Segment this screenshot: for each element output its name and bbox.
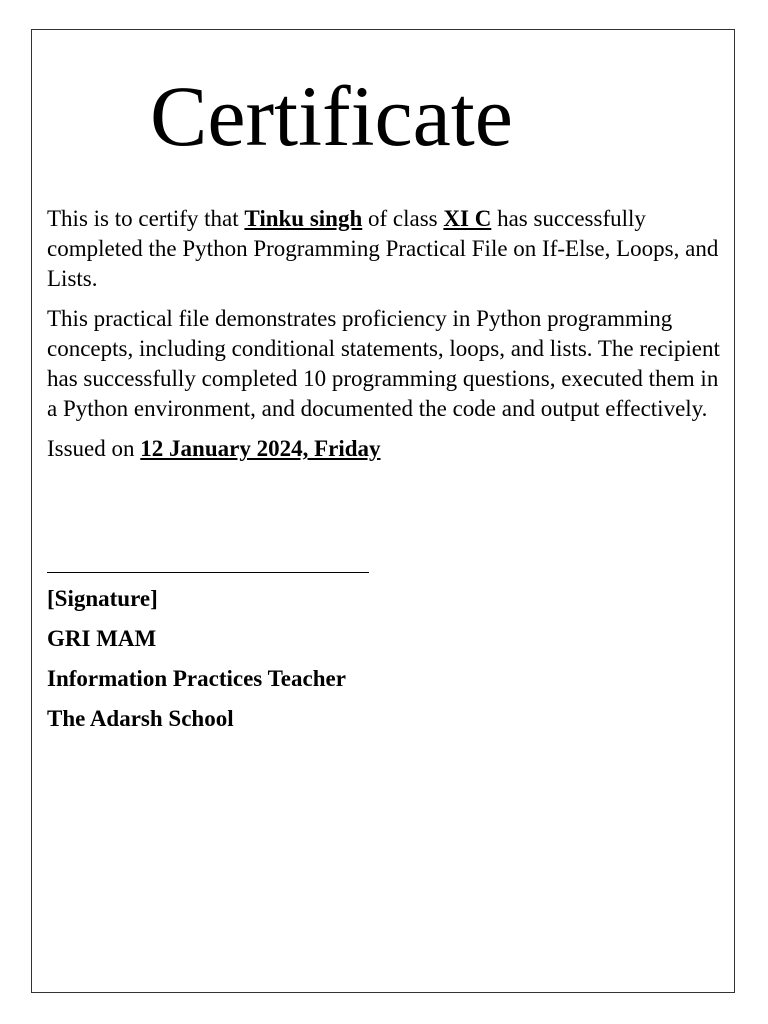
description-paragraph: This practical file demonstrates proficiency in Python programming concepts, including conditional statements, loops, and lists. The recipient has successfully completed 10 programming questions, executed them in a Python environment, and documented the code and output effectively. xyxy=(47,306,720,421)
signature-label: [Signature] xyxy=(47,586,158,611)
signer-name: GRI MAM xyxy=(47,626,157,651)
certify-lead-text: This is to certify that xyxy=(47,206,245,231)
certify-paragraph xyxy=(47,204,727,294)
issued-paragraph xyxy=(47,434,727,464)
school-name: The Adarsh School xyxy=(47,706,234,731)
issue-date: 12 January 2024, Friday xyxy=(140,436,381,461)
class-name: XI C xyxy=(443,206,492,231)
certificate-body xyxy=(47,204,727,474)
certificate-title: Certificate xyxy=(150,68,513,164)
signature-block xyxy=(47,584,346,744)
certify-tail-text: has successfully completed the Python Programming Practical File on If-Else, Loops, and Lists. xyxy=(47,206,719,291)
issued-prefix: Issued on xyxy=(47,436,141,461)
signer-role: Information Practices Teacher xyxy=(47,666,346,691)
class-lead-text: of class xyxy=(362,206,444,231)
signature-line xyxy=(47,572,369,573)
certificate-border xyxy=(31,29,735,993)
student-name: Tinku singh xyxy=(244,206,363,231)
